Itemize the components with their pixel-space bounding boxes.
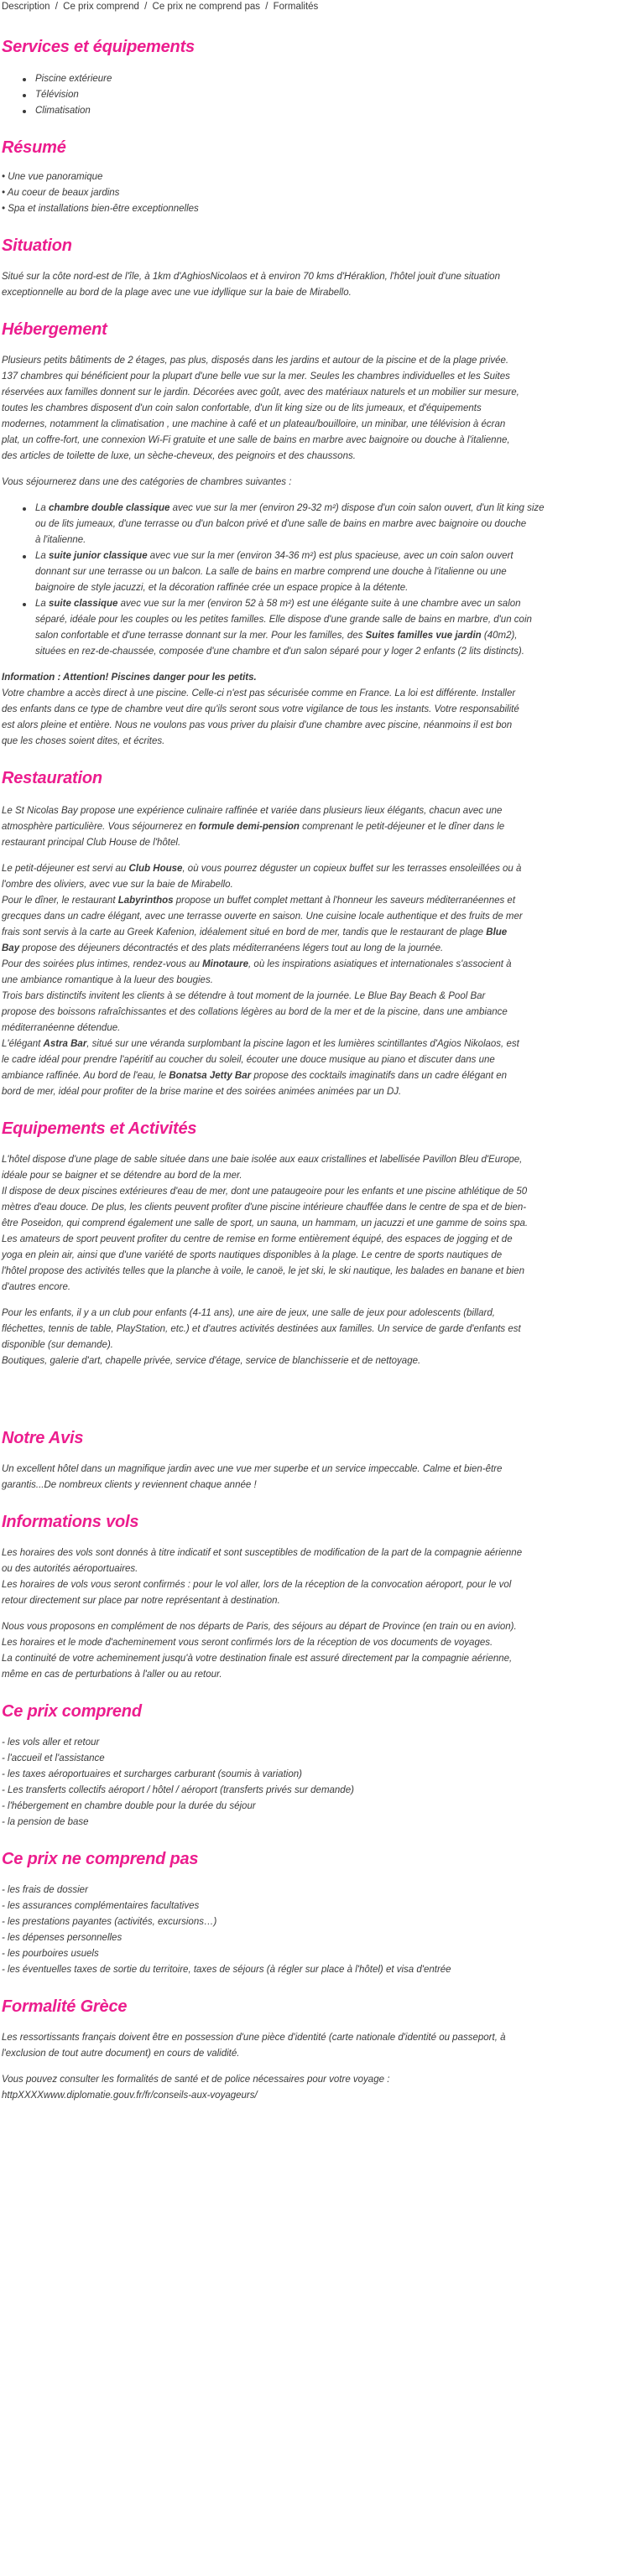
text-line: Un excellent hôtel dans un magnifique jardin avec une vue mer superbe et un service impeccable. Calme et bien-être: [2, 1464, 503, 1474]
hebergement-title: Hébergement: [2, 320, 107, 339]
resume-item: • Spa et installations bien-être exceptionnelles: [2, 204, 199, 214]
text-fragment: comprenant le petit-déjeuner et le dîner dans le: [299, 822, 505, 832]
breadcrumb-separator: /: [55, 2, 58, 12]
comprend-title: Ce prix comprend: [2, 1702, 142, 1721]
equipements-text: [2, 1152, 626, 1296]
text-line: idéale pour se baigner et se détendre au bord de la mer.: [2, 1171, 242, 1181]
service-item-piscine: Piscine extérieure: [35, 71, 626, 87]
text-fragment: salon confortable et d'une terrasse donnant sur la mer. Pour les familles, des: [35, 631, 366, 641]
vols-province: [2, 1619, 626, 1683]
text-fragment: L'élégant: [2, 1039, 44, 1049]
text-line: ou de lits jumeaux, d'une terrasse ou d'un balcon privé et d'une salle de bains en marbre avec baignoire ou douche: [35, 519, 527, 529]
text-line: retour directement sur place par notre représentant à destination.: [2, 1596, 280, 1606]
text-line: disponible (sur demande).: [2, 1340, 113, 1350]
breadcrumb-ce-prix-ne-comprend-pas[interactable]: Ce prix ne comprend pas: [152, 2, 260, 12]
text-line: La continuité de votre acheminement jusqu'à votre destination finale est assuré directement par la compagnie aérienne,: [2, 1654, 513, 1664]
text-fragment: , où les inspirations asiatiques et internationales s'associent à: [248, 959, 512, 969]
text-line: Votre chambre a accès direct à une piscine. Celle-ci n'est pas sécurisée comme en France. La loi est différente. Installer: [2, 688, 516, 699]
highlight: Labyrinthos: [117, 896, 174, 906]
service-item-television: Télévision: [35, 87, 626, 103]
text-line: [2, 941, 626, 957]
list-item: - les dépenses personnelles: [2, 1933, 123, 1943]
text-fragment: avec vue sur la mer (environ 52 à 58 m²) est une élégante suite à une chambre avec un salon: [117, 599, 521, 609]
list-item: - Les transferts collectifs aéroport / hôtel / aéroport (transferts privés sur demande): [2, 1785, 354, 1795]
text-line: situées en rez-de-chaussée, composée d'une chambre et d'un salon séparé pour y loger 2 enfants (2 lits distincts).: [35, 647, 524, 657]
text-line: 137 chambres qui bénéficient pour la plupart d'une belle vue sur la mer. Seules les chambres individuelles et les Suites: [2, 371, 510, 382]
list-item: - les éventuelles taxes de sortie du territoire, taxes de séjours (à régler sur place à l'hôtel) et visa d'entrée: [2, 1965, 451, 1975]
highlight: formule demi-pension: [198, 822, 300, 832]
restauration-title: Restauration: [2, 769, 102, 787]
list-item: - les frais de dossier: [2, 1885, 88, 1895]
text-line: méditerranéenne détendue.: [2, 1023, 121, 1033]
text-fragment: La: [35, 503, 49, 513]
highlight: Astra Bar: [43, 1039, 87, 1049]
text-line: [2, 861, 626, 877]
breadcrumb-separator: /: [144, 2, 148, 12]
text-line: modernes, notamment la climatisation , une machine à café et un plateau/bouilloire, un minibar, une télévision à écran: [2, 419, 506, 429]
text-fragment: (40m2),: [481, 631, 518, 641]
text-fragment: , où vous pourrez déguster un copieux buffet sur les terrasses ensoleillées ou à: [182, 864, 522, 874]
text-line: [35, 628, 626, 644]
text-line: Les horaires et le mode d'acheminement vous seront confirmés lors de la réception de vos documents de voyages.: [2, 1638, 493, 1648]
list-item: - les assurances complémentaires facultatives: [2, 1901, 200, 1911]
text-line: restaurant principal Club House de l'hôtel.: [2, 838, 181, 848]
highlight: Bonatsa Jetty Bar: [169, 1071, 252, 1081]
text-fragment: ambiance raffinée. Au bord de l'eau, le: [2, 1071, 169, 1081]
room-list: [2, 501, 626, 660]
text-line: donnant sur une terrasse ou un balcon. La salle de bains en marbre comprend une douche à l'italienne ou une: [35, 567, 507, 577]
breadcrumb-separator: /: [265, 2, 268, 12]
text-fragment: frais sont servis à la carte au Greek Kafenion, idéalement situé en bord de mer, tandis que le restaurant de plage: [2, 927, 487, 937]
room-name: suite classique: [49, 599, 118, 609]
text-line: Les horaires des vols sont donnés à titre indicatif et sont susceptibles de modification de la part de la compagnie aérienne: [2, 1548, 523, 1558]
list-item: - les taxes aéroportuaires et surcharges carburant (soumis à variation): [2, 1769, 302, 1779]
text-fragment: , situé sur une véranda surplombant la piscine lagon et les lumières scintillantes d'Agios Nikolaos, est: [86, 1039, 519, 1049]
room-item-suite-classique: [35, 596, 626, 660]
text-line: grecques dans un cadre élégant, avec une terrasse ouverte en saison. Une cuisine locale authentique et des fruits de mer: [2, 911, 523, 922]
service-item-climatisation: Climatisation: [35, 103, 626, 119]
text-line: être Poseidon, qui comprend également une salle de sport, un sauna, un hammam, un jacuzzi et une gamme de soins spa.: [2, 1218, 529, 1228]
text-line: Le St Nicolas Bay propose une expérience culinaire raffinée et variée dans plusieurs lieux élégants, chacun avec une: [2, 806, 503, 816]
text-line: Nous vous proposons en complément de nos départs de Paris, des séjours au départ de Province (en train ou en avion).: [2, 1622, 517, 1632]
breadcrumb-ce-prix-comprend[interactable]: Ce prix comprend: [63, 2, 139, 12]
highlight: Blue: [486, 927, 508, 937]
resume-list: [2, 169, 626, 217]
restauration-details: [2, 861, 626, 1100]
text-line: Les ressortissants français doivent être en possession d'une pièce d'identité (carte nationale d'identité ou passeport, à: [2, 2033, 506, 2043]
text-fragment: atmosphère particulière. Vous séjournerez en: [2, 822, 199, 832]
room-name: chambre double classique: [49, 503, 170, 513]
text-line: [2, 1036, 626, 1052]
avis-title: Notre Avis: [2, 1429, 84, 1447]
resume-title: Résumé: [2, 138, 66, 157]
services-title: Services et équipements: [2, 38, 195, 56]
text-line: Les amateurs de sport peuvent profiter du centre de remise en forme entièrement équipé, des espaces de jogging et de: [2, 1234, 513, 1244]
text-line: l'exclusion de tout autre document) en cours de validité.: [2, 2049, 240, 2059]
text-fragment: avec vue sur la mer (environ 29-32 m²) dispose d'un coin salon ouvert, d'un lit king size: [169, 503, 545, 513]
text-line: Trois bars distinctifs invitent les clients à se détendre à tout moment de la journée. Le Blue Bay Beach & Pool Bar: [2, 991, 486, 1001]
warning-title: Information : Attention! Piscines danger pour les petits.: [2, 673, 257, 683]
list-item: - les vols aller et retour: [2, 1737, 100, 1748]
text-fragment: propose des cocktails imaginatifs dans un cadre élégant en: [251, 1071, 508, 1081]
text-line: plat, un coffre-fort, une connexion Wi-Fi gratuite et une salle de bains en marbre avec baignoire ou douche à l'italienne,: [2, 435, 510, 445]
text-line: d'autres encore.: [2, 1282, 71, 1292]
text-line: l'ombre des oliviers, avec vue sur la baie de Mirabello.: [2, 880, 233, 890]
ne-comprend-list: [2, 1883, 626, 1978]
text-line: Situé sur la côte nord-est de l'île, à 1km d'AghiosNicolaos et à environ 70 kms d'Héraklion, l'hôtel jouit d'une situation: [2, 272, 500, 282]
avis-text: [2, 1462, 626, 1493]
text-line: toutes les chambres disposent d'un coin salon confortable, d'un lit king size ou de lits jumeaux, et d'équipements: [2, 403, 482, 413]
text-fragment: Pour des soirées plus intimes, rendez-vous au: [2, 959, 203, 969]
text-line: Boutiques, galerie d'art, chapelle privée, service d'étage, service de blanchisserie et de nettoyage.: [2, 1356, 421, 1366]
pool-warning: [2, 670, 626, 750]
hebergement-intro: Vous séjournerez dans une des catégories de chambres suivantes :: [2, 477, 292, 487]
text-line: une ambiance romantique à la lueur des bougies.: [2, 975, 213, 985]
text-line: mètres d'eau douce. De plus, les clients peuvent profiter d'une piscine intérieure chauffée dans le centre de spa et de bien-: [2, 1202, 527, 1213]
text-line: Il dispose de deux piscines extérieures d'eau de mer, dont une pataugeoire pour les enfants et une piscine athlétique de 50: [2, 1187, 528, 1197]
text-line: Plusieurs petits bâtiments de 2 étages, pas plus, disposés dans les jardins et autour de la piscine et de la plage privée.: [2, 356, 509, 366]
text-line: Pour les enfants, il y a un club pour enfants (4-11 ans), une aire de jeux, une salle de jeux pour adolescents (billard,: [2, 1308, 495, 1318]
list-item: - la pension de base: [2, 1817, 89, 1827]
text-line: L'hôtel dispose d'une plage de sable située dans une baie isolée aux eaux cristallines et labellisée Pavillon Bleu d'Europe,: [2, 1155, 523, 1165]
ne-comprend-title: Ce prix ne comprend pas: [2, 1850, 199, 1868]
diplomatie-link[interactable]: httpXXXXwww.diplomatie.gouv.fr/fr/conseils-aux-voyageurs/: [2, 2090, 258, 2101]
breadcrumb: [2, 0, 626, 13]
text-line: réservées aux familles donnent sur le jardin. Décorées avec goût, avec des matériaux naturels et un mobilier sur mesure,: [2, 387, 519, 397]
resume-item: • Une vue panoramique: [2, 172, 103, 182]
text-fragment: La: [35, 599, 49, 609]
text-line: [2, 819, 626, 835]
restauration-intro: [2, 803, 626, 851]
text-line: le cadre idéal pour prendre l'apéritif au coucher du soleil, écouter une douce musique au piano et discuter dans une: [2, 1055, 495, 1065]
text-line: des articles de toilette de luxe, un sèche-cheveux, des peignoirs et des chaussons.: [2, 451, 356, 461]
text-line: [2, 893, 626, 909]
room-item-suite-junior: [35, 548, 626, 596]
text-line: propose des boissons rafraîchissantes et des collations légères au bord de la mer et de la piscine, dans une ambiance: [2, 1007, 508, 1017]
hebergement-text: [2, 353, 626, 465]
text-line: garantis...De nombreux clients y reviennent chaque année !: [2, 1480, 257, 1490]
list-item: - l'hébergement en chambre double pour la durée du séjour: [2, 1801, 256, 1811]
text-line: séparé, idéale pour les couples ou les petites familles. Elle dispose d'une grande salle de bains en marbre, d'un coin: [35, 615, 532, 625]
text-line: que les choses soient dites, et écrites.: [2, 736, 165, 746]
text-fragment: avec vue sur la mer (environ 34-36 m²) est plus spacieuse, avec un coin salon ouvert: [147, 551, 513, 561]
text-line: bord de mer, idéal pour profiter de la brise marine et des soirées animées animées par un DJ.: [2, 1087, 402, 1097]
text-line: fléchettes, tennis de table, PlayStation, etc.) et d'autres activités destinées aux familles. Un service de garde d'enfants est: [2, 1324, 521, 1334]
text-line: [2, 925, 626, 941]
text-line: Les horaires de vols vous seront confirmés : pour le vol aller, lors de la réception de la convocation aéroport, pour le vol: [2, 1580, 512, 1590]
room-name: suite junior classique: [49, 551, 148, 561]
highlight: Bay: [2, 943, 20, 953]
room-item-double-classique: [35, 501, 626, 548]
formalites-links: [2, 2072, 626, 2104]
vols-text: [2, 1545, 626, 1609]
equipements-title: Equipements et Activités: [2, 1119, 197, 1138]
room-name: Suites familles vue jardin: [365, 631, 482, 641]
text-line: baignoire de style jacuzzi, et la décoration raffinée crée un espace propice à la détente.: [35, 583, 409, 593]
text-line: [2, 1068, 626, 1084]
text-line: exceptionnelle au bord de la plage avec une vue idyllique sur la baie de Mirabello.: [2, 288, 352, 298]
vols-title: Informations vols: [2, 1513, 139, 1531]
list-item: - les pourboires usuels: [2, 1949, 99, 1959]
situation-text: [2, 269, 626, 301]
text-fragment: La: [35, 551, 49, 561]
services-list: [2, 71, 626, 119]
text-line: [2, 957, 626, 973]
highlight: Club House: [128, 864, 183, 874]
text-line: l'hôtel propose des activités telles que la planche à voile, le canoë, le jet ski, le ski nautique, les balades en banane et bien: [2, 1266, 524, 1276]
text-line: des enfants dans ce type de chambre veut dire qu'ils seront sous votre vigilance de tous les instants. Votre responsabilité: [2, 704, 519, 714]
situation-title: Situation: [2, 236, 72, 255]
equipements-kids: [2, 1306, 626, 1369]
text-fragment: propose des déjeuners décontractés et des plats méditerranéens légers tout au long de la journée.: [19, 943, 444, 953]
formalites-title: Formalité Grèce: [2, 1997, 128, 2016]
text-fragment: propose un buffet complet mettant à l'honneur les saveurs méditerranéennes et: [173, 896, 516, 906]
text-fragment: Le petit-déjeuner est servi au: [2, 864, 129, 874]
resume-item: • Au coeur de beaux jardins: [2, 188, 120, 198]
comprend-list: [2, 1735, 626, 1831]
breadcrumb-formalites[interactable]: Formalités: [273, 2, 319, 12]
formalites-text: [2, 2030, 626, 2062]
list-item: - les prestations payantes (activités, excursions…): [2, 1917, 217, 1927]
highlight: Minotaure: [202, 959, 249, 969]
text-line: ou des autorités aéroportuaires.: [2, 1564, 138, 1574]
text-line: yoga en plein air, ainsi que d'une variété de sports nautiques disponibles à la plage. Le centre de sports nautiques de: [2, 1250, 503, 1260]
list-item: - l'accueil et l'assistance: [2, 1753, 105, 1763]
breadcrumb-description[interactable]: Description: [2, 2, 50, 12]
text-line: même en cas de perturbations à l'aller ou au retour.: [2, 1670, 222, 1680]
text-line: à l'italienne.: [35, 535, 86, 545]
text-line: est alors pleine et entière. Nous ne voulons pas vous priver du plaisir d'une chambre avec piscine, néanmoins il est bon: [2, 720, 513, 730]
text-fragment: Pour le dîner, le restaurant: [2, 896, 118, 906]
text-line: Vous pouvez consulter les formalités de santé et de police nécessaires pour votre voyage :: [2, 2075, 390, 2085]
